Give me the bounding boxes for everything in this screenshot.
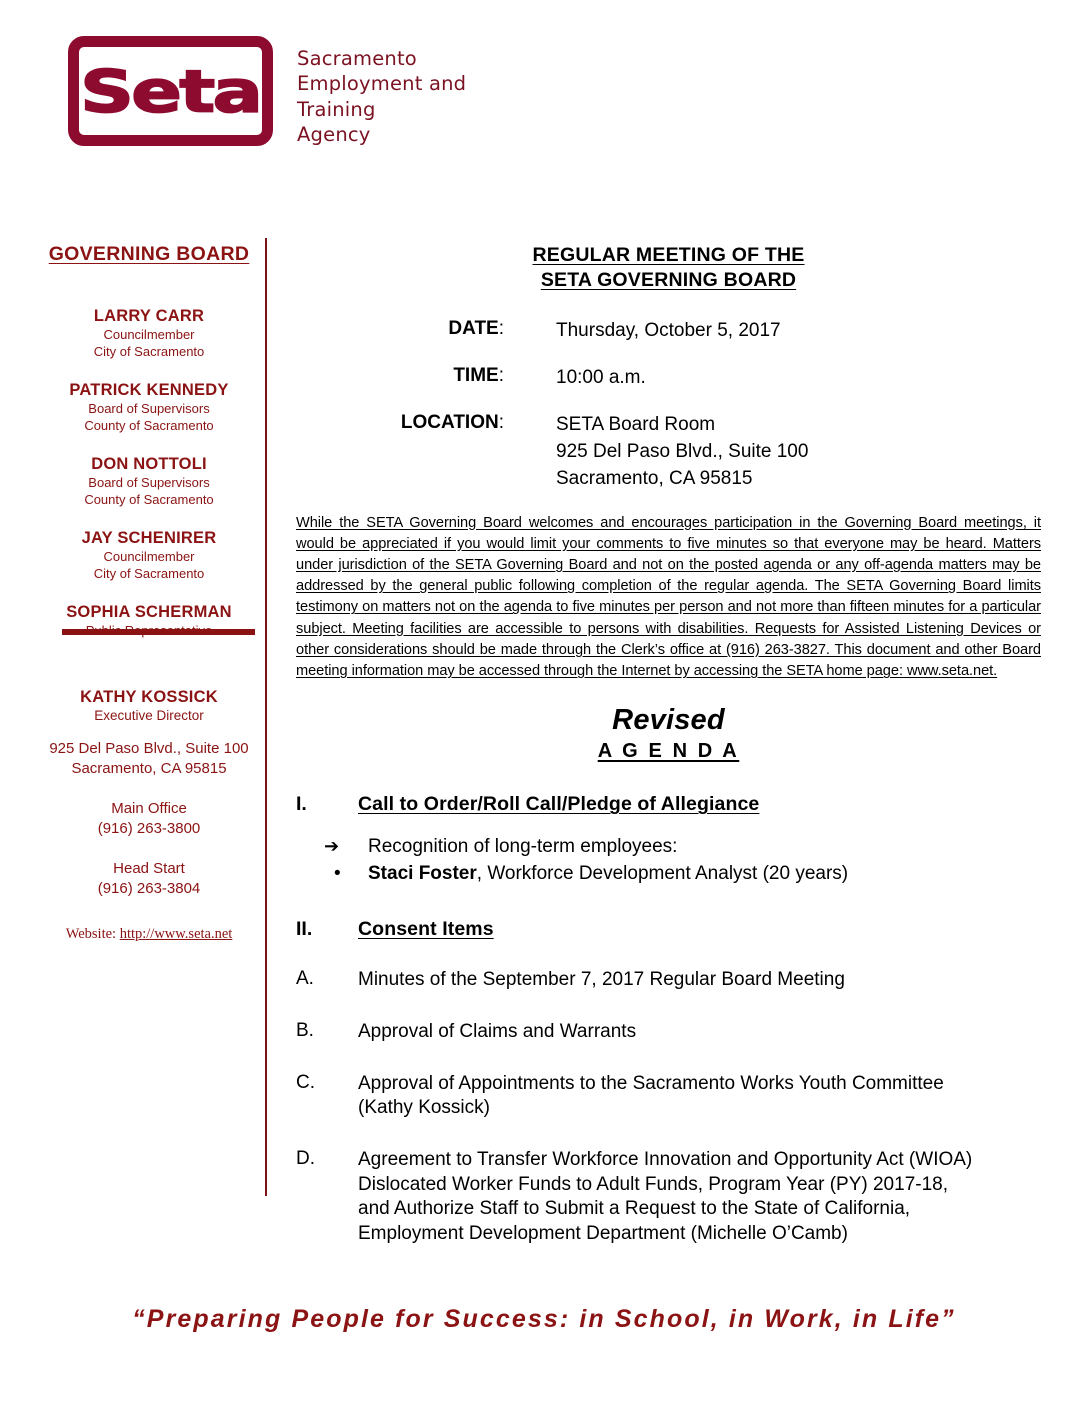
- consent-item: [296, 1020, 1041, 1045]
- board-member: [40, 454, 258, 509]
- agency-name: [297, 46, 466, 147]
- board-member: [40, 380, 258, 435]
- office-address-line-1: 925 Del Paso Blvd., Suite 100: [49, 740, 249, 757]
- agency-name-line-1: Sacramento: [297, 47, 417, 70]
- main-content: [296, 243, 1041, 1247]
- sidebar-divider-rule: [62, 629, 255, 635]
- recognition-list: [324, 834, 1041, 888]
- consent-item-letter: A.: [296, 968, 314, 990]
- head-start-phone: (916) 263-3804: [97, 879, 201, 897]
- consent-item: [296, 1072, 1041, 1121]
- location-line-2: 925 Del Paso Blvd., Suite 100: [556, 440, 809, 462]
- location-value: [504, 412, 808, 493]
- meeting-title-line-2: SETA GOVERNING BOARD: [540, 269, 797, 292]
- section-1-number: I.: [296, 793, 307, 816]
- main-office-label: Main Office: [111, 800, 187, 817]
- office-address-line-2: Sacramento, CA 95815: [71, 759, 227, 777]
- seta-wordmark: Seta: [80, 57, 261, 125]
- section-2-number: II.: [296, 918, 313, 941]
- main-office-phone: (916) 263-3800: [97, 819, 201, 837]
- board-member-name: SOPHIA SCHERMAN: [66, 602, 232, 621]
- honoree-name: Staci Foster: [368, 863, 477, 885]
- bullet-icon: •: [334, 863, 341, 885]
- website-line: [40, 926, 258, 943]
- recognition-text: Recognition of long-term employees:: [368, 836, 678, 858]
- board-member-org: County of Sacramento: [84, 491, 214, 507]
- website-link[interactable]: http://www.seta.net: [119, 926, 233, 942]
- meeting-title: [296, 243, 1041, 294]
- recognition-row: [324, 834, 1041, 861]
- consent-item-text: Minutes of the September 7, 2017 Regular Board Meeting: [358, 969, 845, 991]
- office-address: [40, 739, 258, 778]
- honoree-detail: , Workforce Development Analyst (20 years): [476, 863, 849, 885]
- board-member: [40, 306, 258, 361]
- time-label: TIME:: [453, 364, 504, 386]
- consent-item-text: Approval of Appointments to the Sacramento Works Youth Committee (Kathy Kossick): [358, 1072, 944, 1119]
- board-member-name: LARRY CARR: [93, 307, 205, 325]
- consent-item-letter: B.: [296, 1019, 314, 1041]
- honoree-row: [324, 861, 1041, 888]
- head-start-contact: [40, 859, 258, 898]
- date-value: Thursday, October 5, 2017: [556, 319, 781, 341]
- agenda-heading: A G E N D A: [597, 740, 740, 763]
- footer-tagline: “Preparing People for Success: in School, in Work, in Life”: [132, 1305, 956, 1333]
- vertical-divider: [265, 238, 267, 1196]
- board-member-role: Councilmember: [103, 327, 195, 343]
- board-member-role: Board of Supervisors: [88, 401, 210, 416]
- meeting-details: [296, 318, 1041, 493]
- consent-item-letter: D.: [296, 1147, 315, 1169]
- board-member-name: DON NOTTOLI: [91, 454, 207, 473]
- sidebar-board-members: [40, 243, 258, 659]
- revised-label: Revised: [612, 704, 725, 737]
- location-line-1: SETA Board Room: [556, 413, 716, 435]
- website-label: Website:: [65, 926, 117, 942]
- meeting-location-row: [296, 412, 1041, 493]
- agency-name-line-4: Agency: [297, 123, 371, 147]
- meeting-title-line-1: REGULAR MEETING OF THE: [532, 244, 805, 266]
- agency-name-line-3: Training: [297, 97, 376, 121]
- consent-item-text: Approval of Claims and Warrants: [358, 1020, 637, 1042]
- board-member-role: Board of Supervisors: [88, 474, 210, 490]
- main-office-contact: [40, 799, 258, 838]
- agenda-section-2: [296, 918, 1041, 941]
- head-start-label: Head Start: [113, 860, 185, 877]
- sidebar-contact-info: [40, 688, 258, 943]
- arrow-icon: ➔: [324, 836, 340, 857]
- board-member: [40, 528, 258, 583]
- consent-item: [296, 1148, 1041, 1247]
- seta-logo: [68, 36, 466, 147]
- board-member-role: Councilmember: [103, 548, 195, 564]
- board-member-name: PATRICK KENNEDY: [69, 380, 229, 399]
- sidebar-heading: GOVERNING BOARD: [48, 243, 250, 265]
- location-label: LOCATION:: [400, 411, 504, 433]
- location-line-3: Sacramento, CA 95815: [556, 467, 753, 489]
- executive-director-title: Executive Director: [94, 708, 204, 723]
- board-member-name: JAY SCHENIRER: [81, 528, 217, 547]
- seta-logo-box: [68, 36, 273, 146]
- meeting-date-row: [296, 318, 1041, 345]
- consent-item: [296, 968, 1041, 993]
- consent-item-letter: C.: [296, 1071, 315, 1093]
- public-participation-notice: While the SETA Governing Board welcomes and encourages participation in the Governing Board meetings, it would be appreciated if you would limit your comments to five minutes so that everyone may be heard. Matters under jurisdiction of the SETA Governing Board and not on the posted agenda or any off-agenda matters may be addressed by the general public following completion of the regular agenda. The SETA Governing Board limits testimony on matters not on the agenda to five minutes per person and not more than fifteen minutes for a particular subject. Meeting facilities are accessible to persons with disabilities. Requests for Assisted Listening Devices or other considerations should be made through the Clerk’s office at (916) 263-3827. This document and other Board meeting information may be accessed through the Internet by accessing the SETA home page: www.seta.net.: [296, 514, 1041, 680]
- honoree-entry: [368, 861, 848, 888]
- executive-director-name: KATHY KOSSICK: [80, 688, 218, 706]
- consent-item-text: Agreement to Transfer Workforce Innovation and Opportunity Act (WIOA) Dislocated Worker Funds to Adult Funds, Program Year (PY) 2017-18, and Authorize Staff to Submit a Request to the State of California, Employment Development Department (Michelle O’Camb): [358, 1148, 973, 1245]
- board-member-org: City of Sacramento: [93, 565, 205, 581]
- section-2-title: Consent Items: [358, 918, 494, 941]
- agency-name-line-2: Employment and: [297, 72, 467, 96]
- date-label: DATE:: [448, 317, 504, 339]
- meeting-time-row: [296, 365, 1041, 392]
- agenda-section-1: [296, 793, 1041, 816]
- board-member-org: City of Sacramento: [93, 344, 205, 359]
- time-value: 10:00 a.m.: [556, 366, 646, 388]
- section-1-title: Call to Order/Roll Call/Pledge of Allegiance: [358, 793, 760, 816]
- board-member-org: County of Sacramento: [84, 417, 214, 433]
